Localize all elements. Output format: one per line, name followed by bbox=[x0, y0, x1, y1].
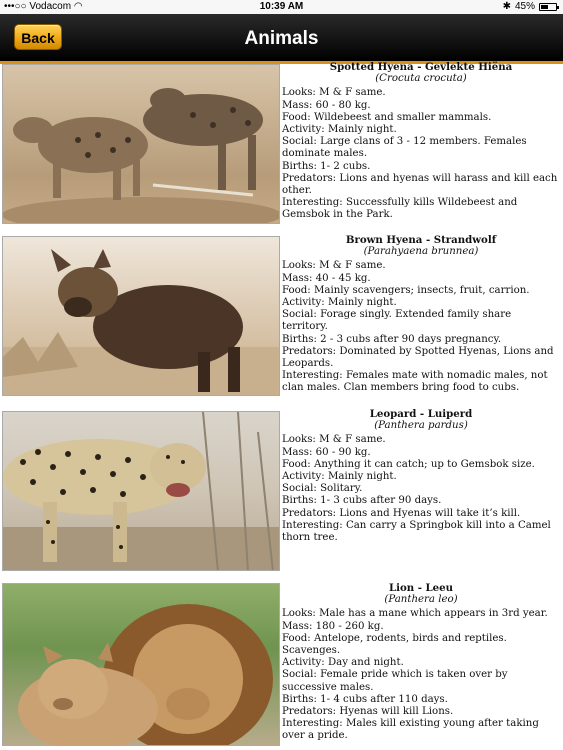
leopard-photo bbox=[3, 412, 280, 571]
animal-entry-leopard bbox=[0, 408, 563, 573]
animal-photo bbox=[2, 583, 280, 746]
back-button-label: Back bbox=[21, 30, 55, 46]
animal-info bbox=[282, 61, 560, 222]
animal-entry-lion bbox=[0, 583, 563, 748]
battery-percent: 45% bbox=[514, 1, 535, 12]
animal-name: Spotted Hyena - Gevlekte Hiëna bbox=[329, 61, 513, 73]
battery-icon bbox=[539, 3, 557, 11]
info-mass: Mass: 180 - 260 kg. bbox=[282, 620, 384, 632]
animal-info bbox=[282, 234, 560, 395]
animal-name: Lion - Leeu bbox=[388, 582, 454, 594]
battery-fill bbox=[541, 5, 548, 9]
info-activity: Activity: Day and night. bbox=[282, 657, 404, 669]
animal-photo bbox=[2, 236, 280, 396]
animal-info bbox=[282, 408, 560, 544]
info-activity: Activity: Mainly night. bbox=[282, 297, 397, 309]
info-interesting: Interesting: Successfully kills Wildebeest and Gemsbok in the Park. bbox=[282, 197, 518, 221]
info-predators: Predators: Lions and Hyenas will take it’s kill. bbox=[282, 507, 521, 519]
animal-photo bbox=[2, 64, 280, 224]
info-social: Social: Forage singly. Extended family share territory. bbox=[282, 309, 512, 333]
info-births: Births: 1- 3 cubs after 90 days. bbox=[282, 495, 442, 507]
info-looks: Looks: M & F same. bbox=[282, 87, 386, 99]
animal-entry-brown-hyena bbox=[0, 236, 563, 398]
spotted-hyena-photo bbox=[3, 65, 280, 224]
info-looks: Looks: M & F same. bbox=[282, 434, 386, 446]
info-mass: Mass: 60 - 90 kg. bbox=[282, 446, 371, 458]
animal-latin-name: (Panthera leo) bbox=[384, 594, 458, 606]
info-mass: Mass: 60 - 80 kg. bbox=[282, 99, 371, 111]
back-button[interactable] bbox=[14, 24, 62, 50]
info-predators: Predators: Hyenas will kill Lions. bbox=[282, 706, 454, 718]
info-food: Food: Anything it can catch; up to Gemsbok size. bbox=[282, 458, 535, 470]
signal-icon: •••○○ bbox=[4, 1, 27, 12]
info-predators: Predators: Dominated by Spotted Hyenas, Lions and Leopards. bbox=[282, 345, 554, 370]
navigation-bar bbox=[0, 14, 563, 64]
animal-name: Leopard - Luiperd bbox=[369, 408, 473, 420]
info-food: Food: Wildebeest and smaller mammals. bbox=[282, 111, 492, 123]
wifi-icon: ◠ bbox=[73, 1, 83, 12]
carrier-label: Vodacom bbox=[29, 1, 72, 12]
animal-name: Brown Hyena - Strandwolf bbox=[345, 234, 497, 246]
lion-photo bbox=[3, 584, 280, 746]
info-food: Food: Mainly scavengers; insects, fruit, carrion. bbox=[282, 284, 530, 296]
info-social: Social: Large clans of 3 - 12 members. Females dominate males. bbox=[282, 136, 527, 160]
info-activity: Activity: Mainly night. bbox=[282, 124, 397, 136]
status-time: 10:39 AM bbox=[259, 1, 304, 12]
info-interesting: Interesting: Can carry a Springbok kill into a Camel thorn tree. bbox=[282, 519, 551, 544]
animal-entry-spotted-hyena bbox=[0, 61, 563, 226]
page-title: Animals bbox=[244, 28, 319, 49]
status-bar bbox=[0, 0, 563, 14]
animal-photo bbox=[2, 411, 280, 571]
info-interesting: Interesting: Males kill existing young after taking over a pride. bbox=[282, 718, 539, 742]
info-activity: Activity: Mainly night. bbox=[282, 471, 397, 483]
brown-hyena-photo bbox=[3, 237, 280, 396]
info-looks: Looks: M & F same. bbox=[282, 260, 386, 272]
info-births: Births: 1- 2 cubs. bbox=[282, 160, 371, 172]
info-looks: Looks: Male has a mane which appears in 3rd year. bbox=[282, 608, 548, 620]
info-social: Social: Female pride which is taken over by successive males. bbox=[282, 669, 508, 693]
animal-info bbox=[282, 582, 560, 743]
info-social: Social: Solitary. bbox=[282, 483, 363, 495]
bluetooth-icon: ✱ bbox=[502, 1, 511, 12]
info-predators: Predators: Lions and hyenas will harass and kill each other. bbox=[282, 172, 558, 197]
animal-latin-name: (Parahyaena brunnea) bbox=[363, 246, 479, 258]
animal-latin-name: (Panthera pardus) bbox=[374, 420, 468, 432]
info-mass: Mass: 40 - 45 kg. bbox=[282, 272, 371, 284]
animal-latin-name: (Crocuta crocuta) bbox=[375, 73, 467, 85]
info-births: Births: 1- 4 cubs after 110 days. bbox=[282, 693, 448, 705]
status-right bbox=[503, 0, 557, 14]
info-food: Food: Antelope, rodents, birds and reptiles. Scavenges. bbox=[282, 632, 507, 657]
info-births: Births: 2 - 3 cubs after 90 days pregnancy. bbox=[282, 333, 502, 345]
info-interesting: Interesting: Females mate with nomadic males, not clan males. Clan members bring food to cubs. bbox=[282, 370, 548, 394]
